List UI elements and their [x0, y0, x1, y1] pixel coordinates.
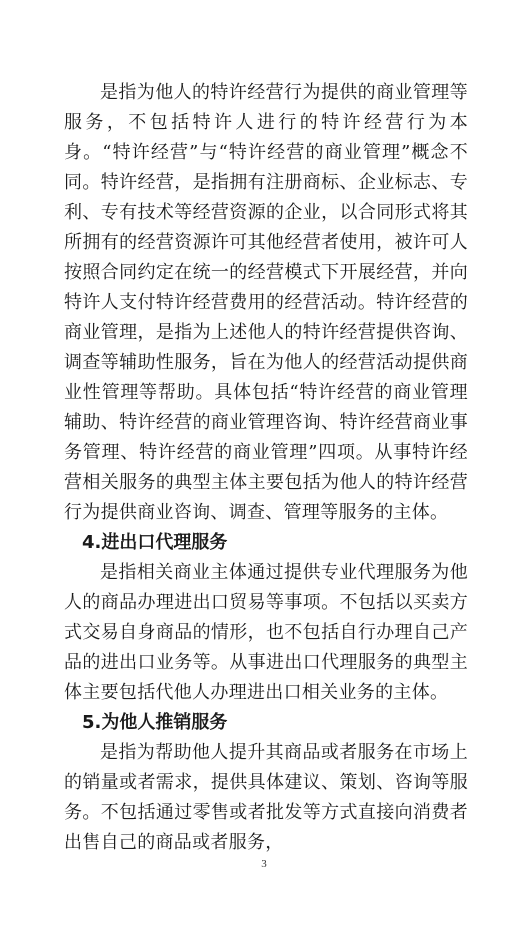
- document-page: [64, 78, 468, 858]
- heading-import-export-agency: 4.进出口代理服务: [82, 532, 228, 553]
- paragraph-franchise-management: 是指为他人的特许经营行为提供的商业管理等服务，不包括特许人进行的特许经营行为本身。“特许经营”与“特许经营的商业管理”概念不同。特许经营，是指拥有注册商标、企业标志、专利、专有技术等经营资源的企业，以合同形式将其所拥有的经营资源许可其他经营者使用，被许可人按照合同约定在统一的经营模式下开展经营，并向特许人支付特许经营费用的经营活动。特许经营的商业管理，是指为上述他人的特许经营提供咨询、调查等辅助性服务，旨在为他人的经营活动提供商业性管理等帮助。具体包括“特许经营的商业管理辅助、特许经营的商业管理咨询、特许经营商业事务管理、特许经营的商业管理”四项。从事特许经营相关服务的典型主体主要包括为他人的特许经营行为提供商业咨询、调查、管理等服务的主体。: [64, 82, 468, 523]
- paragraph-import-export-agency: 是指相关商业主体通过提供专业代理服务为他人的商品办理进出口贸易等事项。不包括以买卖方式交易自身商品的情形，也不包括自行办理自己产品的进出口业务等。从事进出口代理服务的典型主体主要包括代他人办理进出口相关业务的主体。: [64, 562, 468, 703]
- heading-sales-promotion: 5.为他人推销服务: [82, 712, 228, 733]
- paragraph-sales-promotion: 是指为帮助他人提升其商品或者服务在市场上的销量或者需求，提供具体建议、策划、咨询等服务。不包括通过零售或者批发等方式直接向消费者出售自己的商品或者服务，: [64, 742, 468, 853]
- page-number: 3: [261, 858, 267, 870]
